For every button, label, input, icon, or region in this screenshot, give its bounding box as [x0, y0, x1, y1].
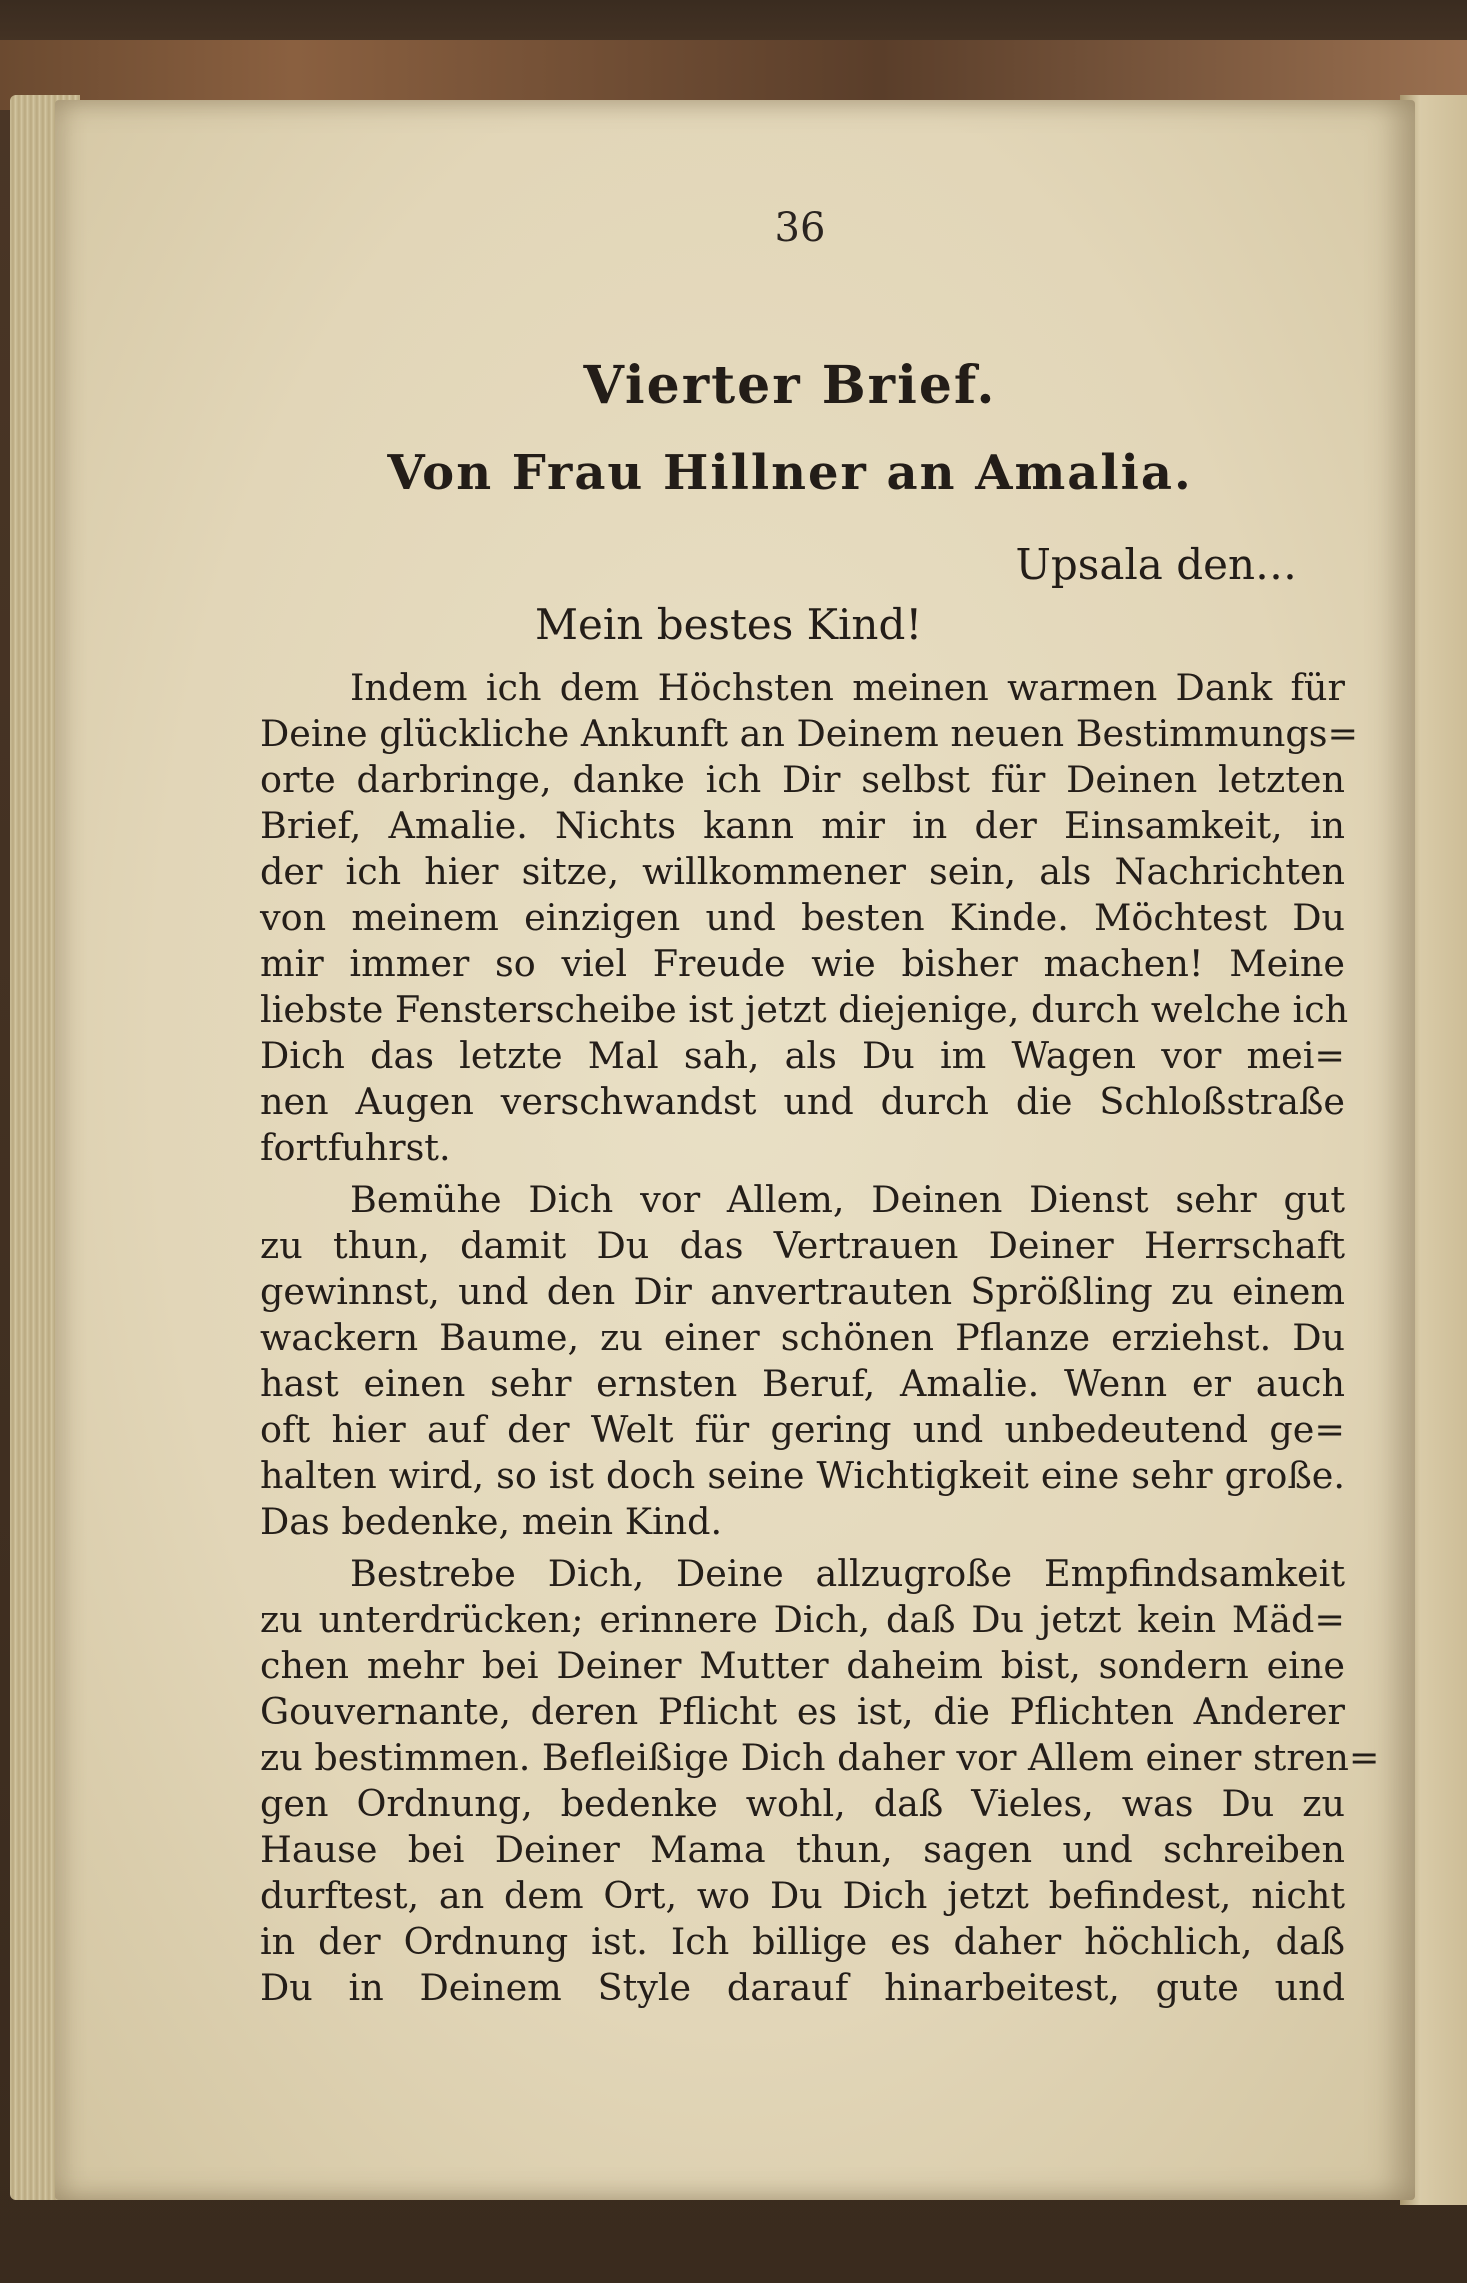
- text-line: gewinnst, und den Dir anvertrauten Sprößling zu einem: [260, 1270, 1345, 1313]
- text-line: gen Ordnung, bedenke wohl, daß Vieles, was Du zu: [260, 1782, 1345, 1825]
- text-line: in der Ordnung ist. Ich billige es daher höchlich, daß: [260, 1920, 1345, 1963]
- text-line: von meinem einzigen und besten Kinde. Möchtest Du: [260, 896, 1345, 939]
- chapter-title: Vierter Brief.: [583, 355, 997, 416]
- text-line: fortfuhrst.: [260, 1126, 451, 1169]
- text-line: nen Augen verschwandst und durch die Schloßstraße: [260, 1080, 1345, 1123]
- page-number: 36: [774, 205, 826, 251]
- text-line: chen mehr bei Deiner Mutter daheim bist, sondern eine: [260, 1644, 1345, 1687]
- letter-salutation: Mein bestes Kind!: [535, 600, 923, 649]
- text-line: zu thun, damit Du das Vertrauen Deiner Herrschaft: [260, 1224, 1345, 1267]
- text-line: Du in Deinem Style darauf hinarbeitest, gute und: [260, 1966, 1345, 2009]
- chapter-subtitle: Von Frau Hillner an Amalia.: [387, 445, 1193, 501]
- text-line: mir immer so viel Freude wie bisher machen! Meine: [260, 942, 1345, 985]
- text-line: zu bestimmen. Befleißige Dich daher vor Allem einer stren=: [260, 1736, 1380, 1779]
- text-line: wackern Baume, zu einer schönen Pflanze erziehst. Du: [260, 1316, 1345, 1359]
- text-line: Bestrebe Dich, Deine allzugroße Empfindsamkeit: [350, 1552, 1345, 1595]
- text-line: hast einen sehr ernsten Beruf, Amalie. Wenn er auch: [260, 1362, 1345, 1405]
- text-line: liebste Fensterscheibe ist jetzt diejenige, durch welche ich: [260, 988, 1349, 1031]
- text-line: durftest, an dem Ort, wo Du Dich jetzt befindest, nicht: [260, 1874, 1345, 1917]
- text-line: zu unterdrücken; erinnere Dich, daß Du jetzt kein Mäd=: [260, 1598, 1345, 1641]
- text-line: Brief, Amalie. Nichts kann mir in der Einsamkeit, in: [260, 804, 1345, 847]
- text-line: Dich das letzte Mal sah, als Du im Wagen vor mei=: [260, 1034, 1345, 1077]
- text-line: Gouvernante, deren Pflicht es ist, die Pflichten Anderer: [260, 1690, 1345, 1733]
- text-line: Indem ich dem Höchsten meinen warmen Dank für: [350, 666, 1345, 709]
- letter-place-date: Upsala den…: [1015, 540, 1297, 589]
- text-line: Hause bei Deiner Mama thun, sagen und schreiben: [260, 1828, 1345, 1871]
- text-line: Das bedenke, mein Kind.: [260, 1500, 723, 1543]
- text-line: orte darbringe, danke ich Dir selbst für Deinen letzten: [260, 758, 1345, 801]
- text-line: halten wird, so ist doch seine Wichtigkeit eine sehr große.: [260, 1454, 1345, 1497]
- text-line: Bemühe Dich vor Allem, Deinen Dienst sehr gut: [350, 1178, 1345, 1221]
- text-line: Deine glückliche Ankunft an Deinem neuen Bestimmungs=: [260, 712, 1359, 755]
- text-line: oft hier auf der Welt für gering und unbedeutend ge=: [260, 1408, 1345, 1451]
- text-line: der ich hier sitze, willkommener sein, als Nachrichten: [260, 850, 1345, 893]
